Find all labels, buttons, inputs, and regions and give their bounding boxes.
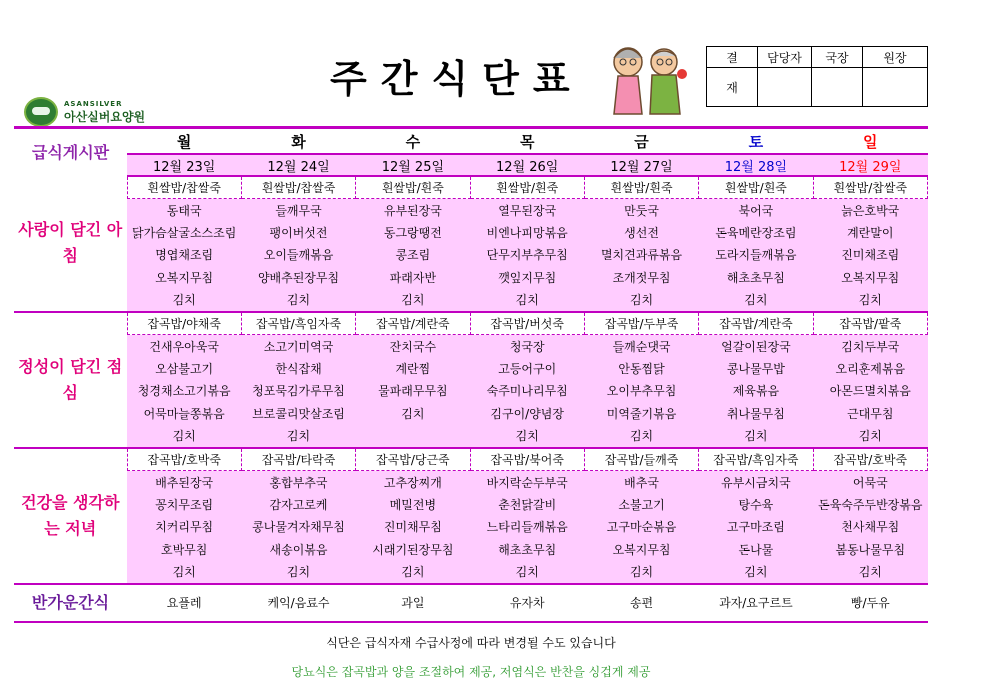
snack-cell: 요플레 [127,584,241,622]
dish-cell: 치커리무침 [127,516,241,538]
dish-cell: 김치 [699,289,813,312]
dish-cell: 탕수육 [699,493,813,515]
dish-cell: 호박무침 [127,538,241,560]
dish-cell: 꽁치무조림 [127,493,241,515]
dish-cell: 오이들깨볶음 [241,244,355,266]
dish-cell: 소고기미역국 [241,334,355,357]
approval-sign-manager [758,68,812,107]
dish-row [14,266,928,288]
dish-cell: 명엽채조림 [127,244,241,266]
rice-porridge-cell: 잡곡밥/야채죽 [127,312,241,335]
dish-cell: 느타리들깨볶음 [470,516,584,538]
approval-sign-director [812,68,863,107]
dish-cell: 김치 [356,560,470,583]
rice-porridge-cell: 잡곡밥/호박죽 [813,448,927,471]
rice-porridge-cell: 흰쌀밥/흰죽 [470,176,584,199]
dish-cell: 유부시금치국 [699,470,813,493]
approval-label-bottom: 재 [707,68,758,107]
date-row [14,154,928,176]
rice-row [14,312,928,335]
dish-cell: 물파래무무침 [356,380,470,402]
logo-korean-text: 아산실버요양원 [64,109,146,124]
dish-cell: 청경채소고기볶음 [127,380,241,402]
dish-cell: 감자고로케 [241,493,355,515]
rice-porridge-cell: 잡곡밥/계란죽 [699,312,813,335]
dish-row [14,244,928,266]
dish-cell: 새송이볶음 [241,538,355,560]
dish-cell: 오리훈제볶음 [813,357,927,379]
meal-section-label: 사랑이 담긴 아침 [14,176,127,312]
dish-cell: 김치 [813,425,927,448]
dish-cell: 김치 [470,560,584,583]
dish-cell: 계란말이 [813,221,927,243]
snack-label: 반가운간식 [14,584,127,622]
dish-cell: 닭가슴살굴소스조림 [127,221,241,243]
page-title: 주간식단표 [330,57,584,101]
dish-cell: 메밀전병 [356,493,470,515]
dish-cell: 오복지무침 [584,538,698,560]
dish-cell: 진미채무침 [356,516,470,538]
dish-cell: 김치두부국 [813,334,927,357]
approval-role-manager: 담당자 [758,47,812,68]
rice-porridge-cell: 잡곡밥/들깨죽 [584,448,698,471]
rice-porridge-cell: 잡곡밥/북어죽 [470,448,584,471]
day-date: 12월 29일 [813,154,927,176]
dish-cell: 김치 [241,425,355,448]
rice-porridge-cell: 잡곡밥/계란죽 [356,312,470,335]
dish-cell: 돈나물 [699,538,813,560]
dish-row [14,402,928,424]
dish-cell: 김구이/양념장 [470,402,584,424]
dish-row [14,221,928,243]
rice-porridge-cell: 잡곡밥/당근죽 [356,448,470,471]
dish-cell: 얼갈이된장국 [699,334,813,357]
dish-cell: 한식잡채 [241,357,355,379]
dish-cell: 바지락순두부국 [470,470,584,493]
dish-row [14,560,928,583]
dish-cell: 해초초무침 [470,538,584,560]
dish-cell: 유부된장국 [356,199,470,222]
dish-cell: 안동찜닭 [584,357,698,379]
dish-cell: 미역줄기볶음 [584,402,698,424]
day-name: 목 [519,132,535,151]
dish-cell: 잔치국수 [356,334,470,357]
dish-cell: 브로콜리맛살조림 [241,402,355,424]
dish-cell: 김치 [241,560,355,583]
day-date: 12월 23일 [127,154,241,176]
dish-cell: 고추장찌개 [356,470,470,493]
dish-cell: 김치 [699,560,813,583]
dish-cell: 김치 [356,402,470,424]
dish-cell: 조개젓무침 [584,266,698,288]
dish-cell: 어묵국 [813,470,927,493]
dish-cell: 돈육숙주두반장볶음 [813,493,927,515]
day-date: 12월 24일 [241,154,355,176]
approval-label-top: 결 [707,47,758,68]
dish-cell: 생선전 [584,221,698,243]
dish-cell: 김치 [584,289,698,312]
dish-cell: 진미채조림 [813,244,927,266]
dish-cell: 김치 [127,289,241,312]
dish-cell: 도라지들깨볶음 [699,244,813,266]
dish-cell: 김치 [241,289,355,312]
dish-cell: 천사채무침 [813,516,927,538]
rice-row [14,448,928,471]
day-name: 토 [748,132,764,151]
dish-cell: 팽이버섯전 [241,221,355,243]
dish-cell: 제육볶음 [699,380,813,402]
dish-cell: 만둣국 [584,199,698,222]
dish-cell: 숙주미나리무침 [470,380,584,402]
rice-porridge-cell: 흰쌀밥/흰죽 [356,176,470,199]
snack-cell: 과자/요구르트 [699,584,813,622]
logo-english-text: ASANSILVER [64,99,123,108]
dish-cell: 홍합부추국 [241,470,355,493]
dish-cell: 취나물무침 [699,402,813,424]
dish-cell: 파래자반 [356,266,470,288]
dish-cell: 멸치견과류볶음 [584,244,698,266]
day-date: 12월 26일 [470,154,584,176]
dish-cell: 계란찜 [356,357,470,379]
board-label: 급식게시판 [14,129,127,176]
dish-cell: 동그랑땡전 [356,221,470,243]
dish-cell: 돈육메란장조림 [699,221,813,243]
dish-cell: 김치 [470,425,584,448]
dish-cell: 건새우아욱국 [127,334,241,357]
dish-cell: 들깨무국 [241,199,355,222]
dish-cell: 봄동나물무침 [813,538,927,560]
day-name: 월 [176,132,192,151]
dish-cell: 아몬드멸치볶음 [813,380,927,402]
dish-cell: 청포묵김가루무침 [241,380,355,402]
dish-row [14,334,928,357]
dish-cell: 어묵마늘쫑볶음 [127,402,241,424]
dish-cell: 김치 [356,289,470,312]
approval-sign-head [863,68,928,107]
dish-cell: 단무지부추무침 [470,244,584,266]
rice-porridge-cell: 잡곡밥/버섯죽 [470,312,584,335]
rice-porridge-cell: 흰쌀밥/찹쌀죽 [813,176,927,199]
day-name: 화 [291,132,306,151]
notice-diet: 당뇨식은 잡곡밥과 양을 조절하여 제공, 저염식은 반찬을 싱겁게 제공 [291,665,651,679]
dish-cell: 김치 [470,289,584,312]
dish-row [14,493,928,515]
dish-cell: 콩나물무밥 [699,357,813,379]
dish-cell: 김치 [584,425,698,448]
dish-cell: 김치 [127,560,241,583]
dish-cell: 오삼불고기 [127,357,241,379]
snack-row [14,584,928,622]
day-name-row [14,129,928,154]
dish-cell: 배추국 [584,470,698,493]
rice-porridge-cell: 흰쌀밥/흰죽 [699,176,813,199]
snack-cell: 케익/음료수 [241,584,355,622]
dish-cell: 김치 [813,560,927,583]
dish-row [14,470,928,493]
dish-row [14,538,928,560]
dish-cell: 콩나물겨자채무침 [241,516,355,538]
dish-cell: 깻잎지무침 [470,266,584,288]
snack-cell: 빵/두유 [813,584,927,622]
dish-cell: 오복지무침 [813,266,927,288]
dish-cell: 배추된장국 [127,470,241,493]
rice-porridge-cell: 잡곡밥/호박죽 [127,448,241,471]
dish-cell: 김치 [813,289,927,312]
dish-cell: 들깨순댓국 [584,334,698,357]
rice-row [14,176,928,199]
dish-cell [356,425,470,448]
snack-cell: 송편 [584,584,698,622]
rice-porridge-cell: 잡곡밥/두부죽 [584,312,698,335]
weekly-menu-table [14,129,928,623]
rice-porridge-cell: 잡곡밥/팥죽 [813,312,927,335]
snack-cell: 과일 [356,584,470,622]
meal-section-label: 정성이 담긴 점심 [14,312,127,448]
dish-cell: 고구마조림 [699,516,813,538]
dish-cell: 열무된장국 [470,199,584,222]
dish-row [14,380,928,402]
dish-row [14,425,928,448]
day-name: 수 [405,132,421,151]
day-date: 12월 25일 [356,154,470,176]
dish-cell: 늙은호박국 [813,199,927,222]
approval-role-head: 원장 [863,47,928,68]
dish-row [14,516,928,538]
logo-emblem-icon [24,97,58,127]
dish-row [14,289,928,312]
grandparents-illustration-icon [606,40,690,116]
rice-porridge-cell: 잡곡밥/흑임자죽 [241,312,355,335]
dish-cell: 근대무침 [813,402,927,424]
dish-cell: 고구마순볶음 [584,516,698,538]
meal-section-label: 건강을 생각하는 저녁 [14,448,127,584]
dish-cell: 양배추된장무침 [241,266,355,288]
dish-cell: 김치 [127,425,241,448]
rice-porridge-cell: 잡곡밥/타락죽 [241,448,355,471]
dish-cell: 동태국 [127,199,241,222]
snack-cell: 유자차 [470,584,584,622]
dish-cell: 북어국 [699,199,813,222]
day-name: 일 [863,132,878,151]
dish-cell: 오이부추무침 [584,380,698,402]
notice-change: 식단은 급식자재 수급사정에 따라 변경될 수도 있습니다 [326,636,616,650]
day-date: 12월 28일 [699,154,813,176]
approval-role-director: 국장 [812,47,863,68]
day-date: 12월 27일 [584,154,698,176]
dish-row [14,357,928,379]
dish-cell: 김치 [699,425,813,448]
dish-cell: 춘천닭갈비 [470,493,584,515]
dish-cell: 시래기된장무침 [356,538,470,560]
logo [24,97,145,127]
rice-porridge-cell: 흰쌀밥/찹쌀죽 [127,176,241,199]
dish-cell: 소불고기 [584,493,698,515]
dish-cell: 김치 [584,560,698,583]
dish-cell: 청국장 [470,334,584,357]
dish-cell: 오복지무침 [127,266,241,288]
day-name: 금 [634,132,649,151]
rice-porridge-cell: 잡곡밥/흑임자죽 [699,448,813,471]
rice-porridge-cell: 흰쌀밥/흰죽 [584,176,698,199]
dish-cell: 콩조림 [356,244,470,266]
dish-cell: 비엔나피망볶음 [470,221,584,243]
dish-cell: 해초초무침 [699,266,813,288]
rice-porridge-cell: 흰쌀밥/찹쌀죽 [241,176,355,199]
dish-cell: 고등어구이 [470,357,584,379]
dish-row [14,199,928,222]
approval-box [706,46,928,107]
